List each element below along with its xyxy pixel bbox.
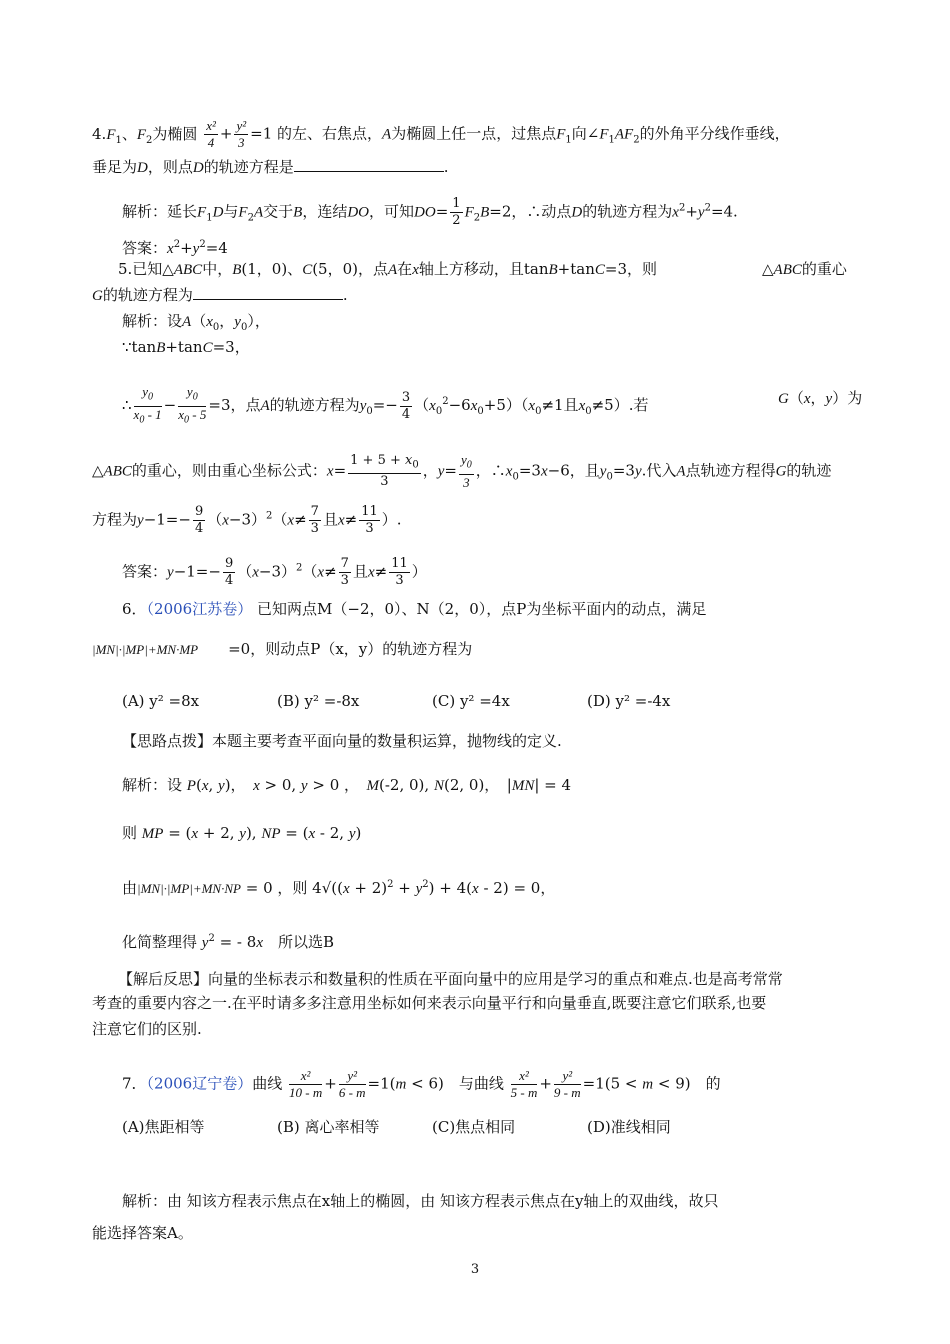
q4-solution: 解析：延长$F_1D$与$F_2A$交于B，连结DO，可知DO= $\frac{1}{2}$ $F_2B=2$，∴动点D的轨迹方程为$x^2+y^2=4$.	[122, 196, 738, 228]
q7-option-d: (D)准线相同	[587, 1118, 671, 1136]
q6-hint: 【思路点拨】本题主要考查平面向量的数量积运算，抛物线的定义.	[122, 732, 562, 750]
q6-options	[122, 690, 902, 712]
q6-sol1: 解析：设 P(x, y)， x > 0, y > 0 ， M(-2, 0), N(2, 0)， |MN| = 4	[122, 776, 572, 794]
q5-line2: G的轨迹方程为 .	[92, 286, 348, 304]
q4-line1: $4.F_1$、$F_2$为椭圆 $\frac{\text{x²}}{4}$ + $\frac{\text{y²}}{3}$ =1 的左、右焦点，A为椭圆上任一点，过焦点$F_1$向$\angle F_1AF_2$的外角平分线作垂线，	[92, 118, 790, 150]
q6-reflect2: 考查的重要内容之一.在平时请多多注意用坐标如何来表示向量平行和向量垂直,既要注意它们联系,也要	[92, 994, 767, 1012]
q7-option-c: (C)焦点相同	[432, 1118, 516, 1136]
q6-line1: 6．（2006江苏卷） 已知两点M（−2，0）、N（2，0），点P为坐标平面内的动点，满足	[122, 600, 707, 618]
q5-sol2: ∵tanB+tanC=3，	[122, 338, 250, 356]
q7-sol2: 能选择答案A。	[92, 1224, 193, 1242]
q5-sol4: △ABC的重心，则由重心坐标公式：x= $\frac{1 + 5 + x_0}{3}$ ，y= $\frac{y_0}{3}$ ，$\therefore x_0=3x-6$，且$y_0=3y$.代入A点轨迹方程得G的轨迹	[92, 452, 832, 490]
q5-sol5: 方程为y−1=− $\frac{9}{4}$ $(x-3)^2(x\ne$ $\frac{7}{3}$ 且x≠ $\frac{11}{3}$ ）.	[92, 504, 402, 536]
q5-sol1: 解析：设$A(x_0$，$y_0$），	[122, 312, 270, 333]
q6-option-a: (A) y² =8x	[122, 692, 200, 710]
q6-option-d: (D) y² =-4x	[587, 692, 671, 710]
q6-sol3: 由|MN|·|MP|+MN·NP = 0 ，则 $4√((x + 2)^2 + y^2) + 4(x - 2) = 0$，	[122, 879, 556, 897]
q5-answer: 答案：y−1=− $\frac{9}{4}$ $(x-3)^2(x\ne$ $\frac{7}{3}$ 且x≠ $\frac{11}{3}$ ）	[122, 556, 427, 588]
q6-option-b: (B) y² =-8x	[277, 692, 360, 710]
q7-line1: 7．（2006辽宁卷）曲线 $\frac{\text{x²}}{10 - m}$ + $\frac{\text{y²}}{6 - m}$ =1(m < 6) 与曲线 $\frac{\text{x²}}{5 - m}$ + $\frac{\text{y²}}{9 - m}$ =1(5 < m < 9) 的	[122, 1068, 721, 1100]
q6-line2: |MN|·|MP|+MN·MP =0，则动点P（x，y）的轨迹方程为	[92, 640, 473, 658]
q6-sol2: 则 MP = (x + 2, y), NP = (x - 2, y)	[122, 824, 362, 842]
q7-option-b: (B) 离心率相等	[277, 1118, 380, 1136]
q5-sol3-right: G（x，y）为	[778, 389, 863, 407]
q7-source: （2006辽宁卷）	[146, 1074, 253, 1093]
q7-options	[122, 1116, 902, 1138]
q6-source: （2006江苏卷）	[146, 600, 253, 618]
q6-option-c: (C) y² =4x	[432, 692, 510, 710]
page-number: 3	[470, 1262, 480, 1277]
q6-reflect3: 注意它们的区别.	[92, 1020, 202, 1038]
q6-sol4: 化简整理得 $y^2$ = - 8x 所以选B	[122, 933, 335, 951]
q6-reflect1: 【解后反思】向量的坐标表示和数量积的性质在平面向量中的应用是学习的重点和难点.也是高考常常	[118, 970, 783, 988]
q5-line1-right: △ABC的重心	[762, 260, 847, 278]
q4-answer: 答案：$x^2+y^2=4$	[122, 239, 228, 257]
q4-line2: 垂足为D，则点D的轨迹方程是 .	[92, 158, 449, 176]
q5-line1: 5.已知△ABC中，B(1，0)、C(5，0)，点A在x轴上方移动，且tanB+tanC=3，则	[118, 260, 658, 278]
q5-sol3: ∴ $\frac{y_0}{x_0 - 1}$ − $\frac{y_0}{x_0 - 5}$ =3，点A的轨迹方程为$y_0=-$ $\frac{3}{4}$ $(x_0^2-6x_0+5)(x_0\ne 1$且$x_0\ne 5$）.若	[122, 384, 649, 426]
q7-option-a: (A)焦距相等	[122, 1118, 205, 1136]
q7-sol1: 解析：由 知该方程表示焦点在x轴上的椭圆，由 知该方程表示焦点在y轴上的双曲线，故只	[122, 1192, 719, 1210]
